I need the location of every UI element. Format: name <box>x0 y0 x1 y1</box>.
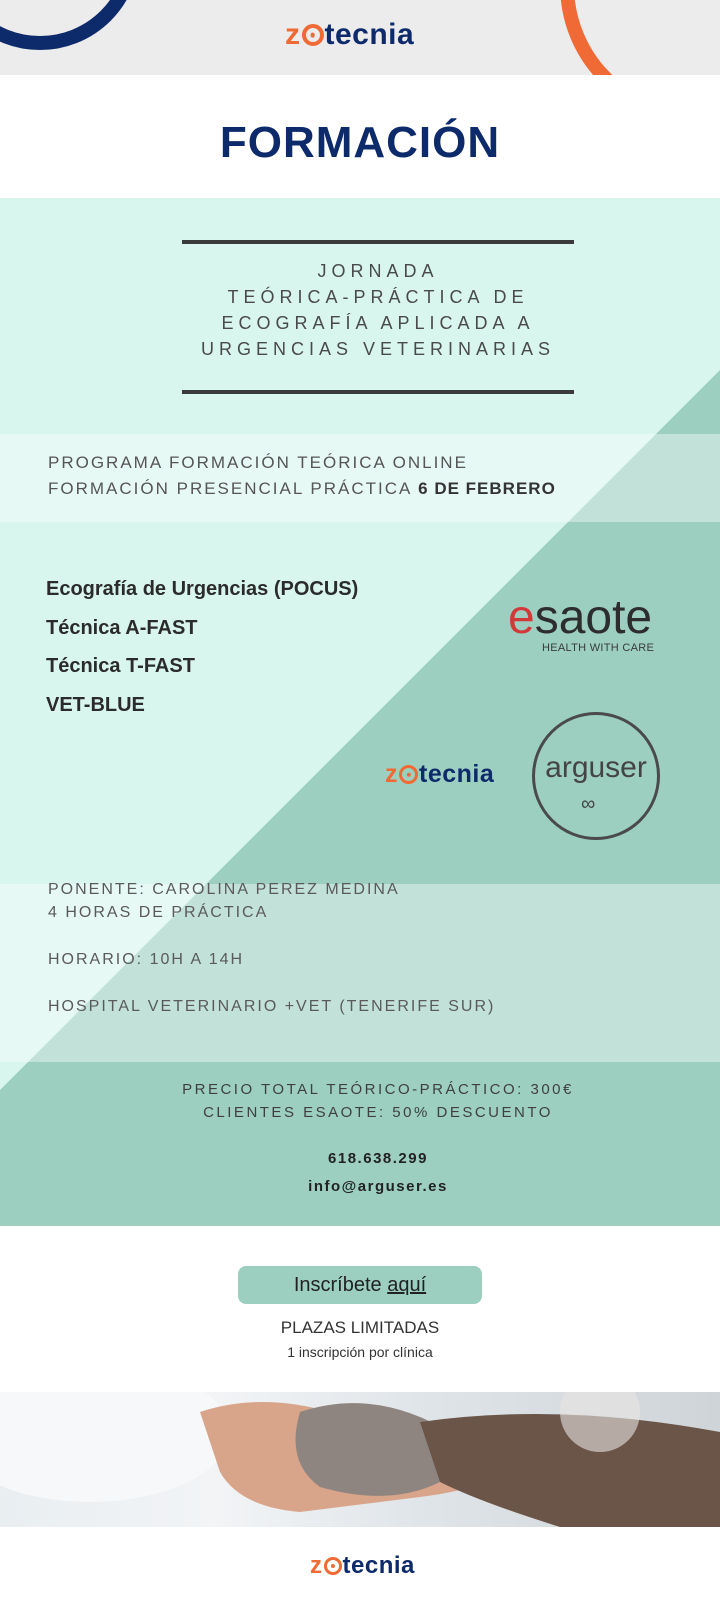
program-text <box>48 450 556 502</box>
topics-list <box>46 570 358 724</box>
topic-item: Técnica T-FAST <box>46 655 195 677</box>
arguser-infinity-icon: ∞ <box>581 793 596 815</box>
topic-item: VET-BLUE <box>46 693 145 716</box>
top-rule <box>182 240 574 244</box>
event-heading-line: JORNADA <box>317 261 439 281</box>
paw-photo-illustration <box>0 1392 720 1527</box>
esaote-logo[interactable] <box>508 591 688 654</box>
zootecnia-logo-footer[interactable]: z tecnia <box>310 1552 415 1579</box>
program-date: 6 DE FEBRERO <box>418 479 556 498</box>
program-line-presencial: FORMACIÓN PRESENCIAL PRÁCTICA 6 DE FEBRERO <box>48 479 556 498</box>
program-line-online: PROGRAMA FORMACIÓN TEÓRICA ONLINE <box>48 453 468 472</box>
logo-ring-icon <box>302 24 324 46</box>
registration-note: 1 inscripción por clínica <box>287 1344 433 1360</box>
venue: HOSPITAL VETERINARIO +VET (TENERIFE SUR) <box>48 998 496 1015</box>
logo-ring-icon <box>399 765 418 784</box>
details-text <box>48 878 495 1018</box>
event-heading-line: TEÓRICA-PRÁCTICA DE <box>227 287 529 307</box>
contact-email[interactable]: info@arguser.es <box>308 1178 448 1195</box>
topic-item: Técnica A-FAST <box>46 616 198 639</box>
register-button[interactable]: Inscríbete aquí <box>238 1266 482 1304</box>
event-heading-line: URGENCIAS VETERINARIAS <box>200 339 556 359</box>
arguser-logo[interactable] <box>532 712 660 840</box>
schedule: HORARIO: 10H A 14H <box>48 951 245 968</box>
event-section <box>0 198 720 1226</box>
limited-places: PLAZAS LIMITADAS <box>280 1318 440 1337</box>
topic-item: Ecografía de Urgencias (POCUS) <box>46 578 359 600</box>
event-heading <box>120 258 636 362</box>
esaote-e: e <box>508 591 535 644</box>
esaote-tagline: HEALTH WITH CARE <box>542 642 655 654</box>
practice-hours: 4 HORAS DE PRÁCTICA <box>48 904 269 921</box>
total-price: PRECIO TOTAL TEÓRICO-PRÁCTICO: 300€ <box>182 1081 574 1098</box>
zootecnia-logo-header[interactable]: z tecnia <box>285 18 415 51</box>
navy-arc-decoration <box>0 0 140 50</box>
arguser-word: arguser <box>545 751 647 784</box>
header-bar <box>0 0 720 75</box>
zootecnia-logo-partner[interactable]: z tecnia <box>385 760 495 788</box>
esaote-word: saote <box>534 591 653 644</box>
esaote-discount: CLIENTES ESAOTE: 50% DESCUENTO <box>203 1104 553 1121</box>
register-link[interactable]: aquí <box>387 1274 427 1296</box>
event-heading-line: ECOGRAFÍA APLICADA A <box>221 313 535 333</box>
contact-phone[interactable]: 618.638.299 <box>328 1150 428 1167</box>
bottom-rule <box>182 390 574 394</box>
pricing-text <box>0 1078 720 1124</box>
speaker: PONENTE: CAROLINA PEREZ MEDINA <box>48 881 400 898</box>
page-title: FORMACIÓN <box>219 118 501 167</box>
hand-holding-paw-photo <box>0 1392 720 1527</box>
logo-ring-icon <box>324 1557 342 1575</box>
